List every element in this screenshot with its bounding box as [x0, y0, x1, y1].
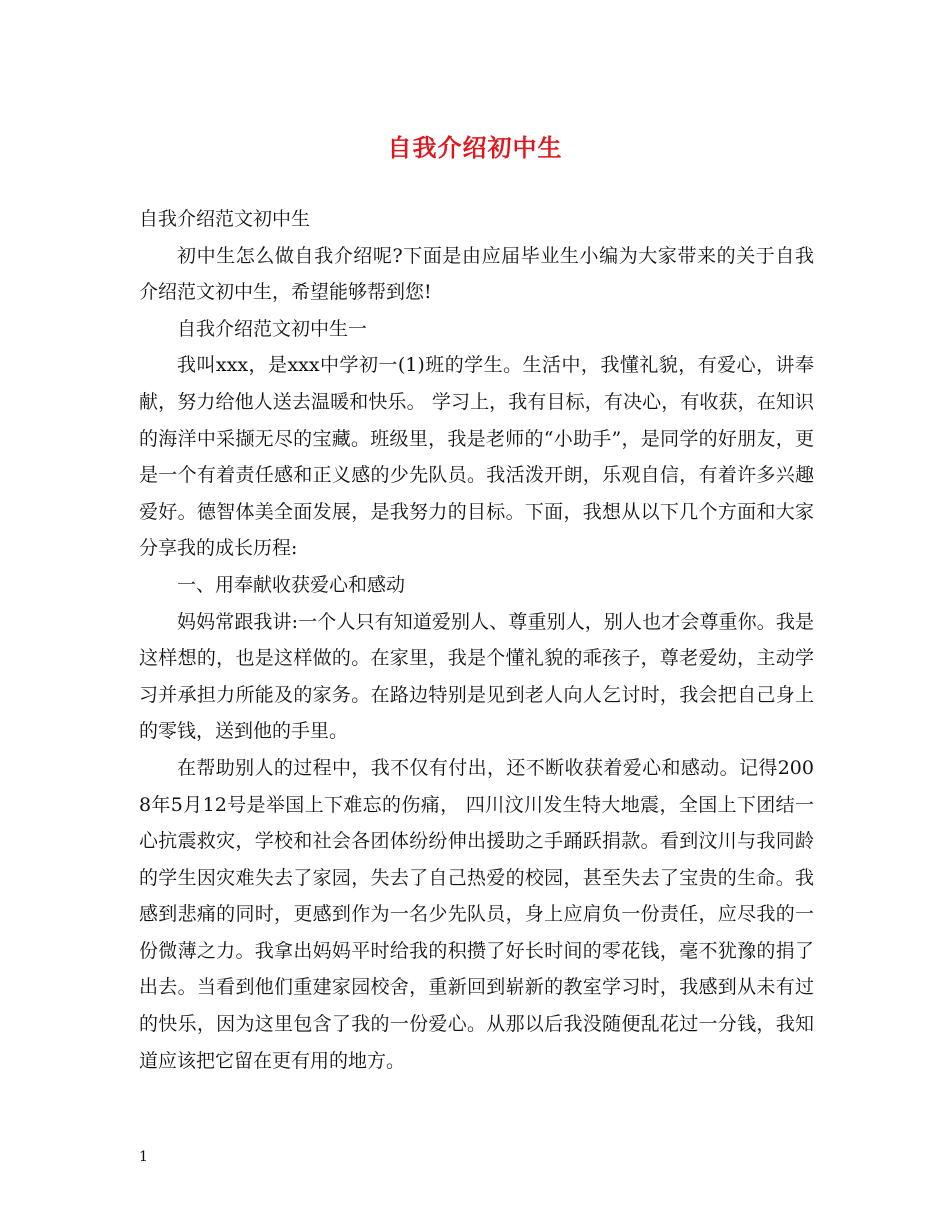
paragraph-subtitle: 自我介绍范文初中生一	[177, 317, 368, 340]
document-body	[139, 201, 814, 1079]
paragraph-self-intro: 我叫xxx，是xxx中学初一(1)班的学生。生活中，我懂礼貌，有爱心，讲奉献，努力给他人送去温暖和快乐。 学习上，我有目标，有决心，有收获，在知识的海洋中采撷无尽的宝藏。班级里，我是老师的“小助手”，是同学的好朋友，更是一个有着责任感和正义感的少先队员。我活泼开朗，乐观自信，有着许多兴趣爱好。德智体美全面发展，是我努力的目标。下面，我想从以下几个方面和大家分享我的成长历程:	[139, 354, 814, 560]
page-number: 1	[139, 1149, 148, 1165]
paragraph-heading: 自我介绍范文初中生	[139, 208, 311, 230]
paragraph-mother-advice: 妈妈常跟我讲:一个人只有知道爱别人、尊重别人，别人也才会尊重你。我是这样想的，也是这样做的。在家里，我是个懂礼貌的乖孩子，尊老爱幼，主动学习并承担力所能及的家务。在路边特别是见到老人向人乞讨时，我会把自己身上的零钱，送到他的手里。	[139, 610, 814, 743]
paragraph-section-heading: 一、用奉献收获爱心和感动	[177, 573, 406, 596]
paragraph-helping-others: 在帮助别人的过程中，我不仅有付出，还不断收获着爱心和感动。记得2008年5月12号是举国上下难忘的伤痛， 四川汶川发生特大地震，全国上下团结一心抗震救灾，学校和社会各团体纷纷伸出援助之手踊跃捐款。看到汶川与我同龄的学生因灾难失去了家园，失去了自己热爱的校园，甚至失去了宝贵的生命。我感到悲痛的同时，更感到作为一名少先队员，身上应肩负一份责任，应尽我的一份微薄之力。我拿出妈妈平时给我的积攒了好长时间的零花钱，毫不犹豫的捐了出去。当看到他们重建家园校舍，重新回到崭新的教室学习时，我感到从未有过的快乐，因为这里包含了我的一份爱心。从那以后我没随便乱花过一分钱，我知道应该把它留在更有用的地方。	[139, 756, 814, 1072]
document-title: 自我介绍初中生	[387, 133, 563, 162]
paragraph-intro: 初中生怎么做自我介绍呢?下面是由应届毕业生小编为大家带来的关于自我介绍范文初中生，希望能够帮到您!	[139, 244, 814, 304]
